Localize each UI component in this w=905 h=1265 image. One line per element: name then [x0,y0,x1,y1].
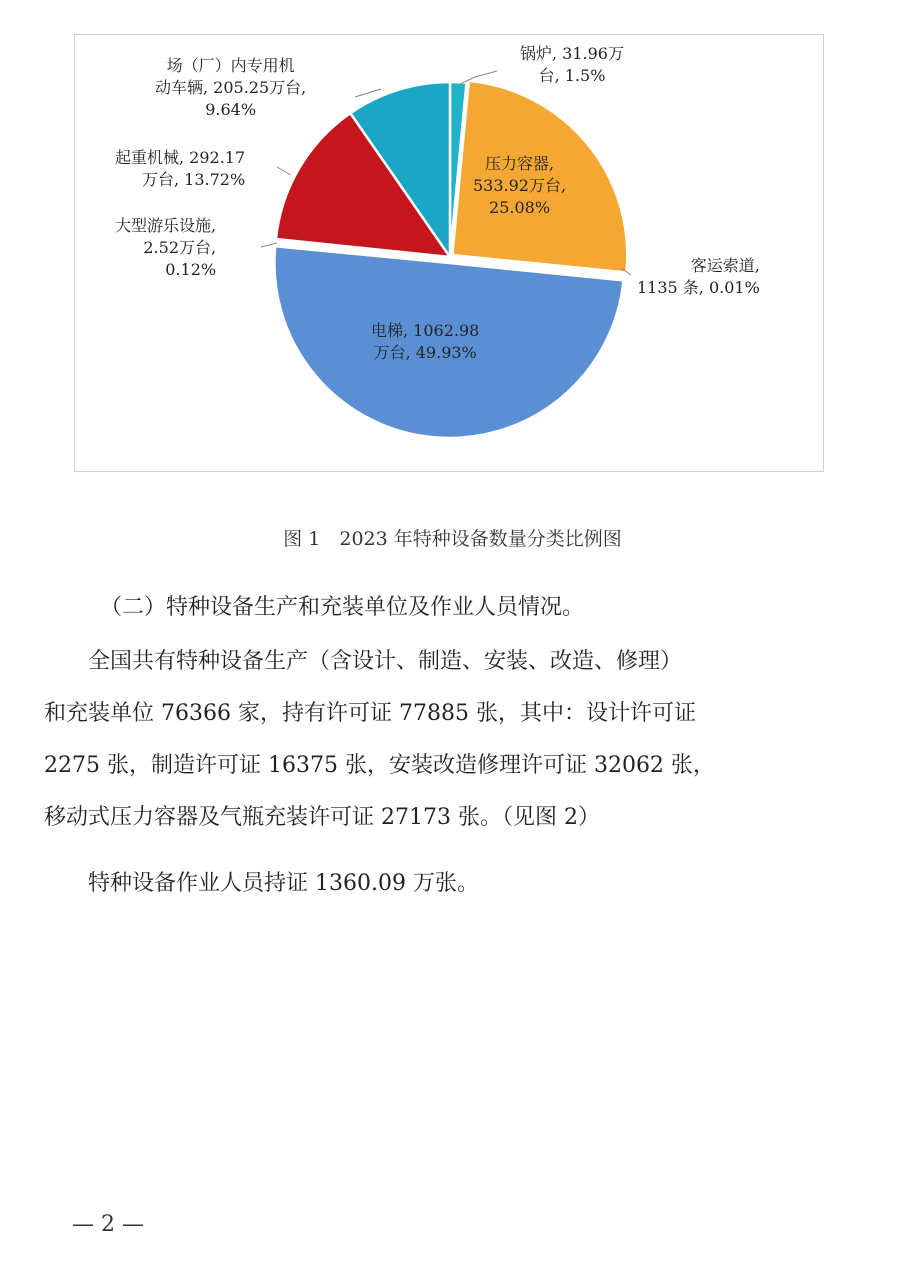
section-heading: （二）特种设备生产和充装单位及作业人员情况。 [100,595,585,620]
paragraph-line: 和充装单位 76366 家，持有许可证 77885 张，其中：设计许可证 [44,701,696,726]
paragraph-line: 移动式压力容器及气瓶充装许可证 27173 张。（见图 2） [44,805,600,830]
page-number: — 2 — [72,1212,144,1237]
paragraph-line: 全国共有特种设备生产（含设计、制造、安装、改造、修理） [44,649,683,674]
label-crane: 起重机械, 292.17 万台, 13.72% [115,148,246,189]
paragraph-operators: 特种设备作业人员持证 1360.09 万张。 [44,871,479,896]
leader-line-crane [277,167,291,175]
label-boiler: 锅炉, 31.96万 台, 1.5% [520,44,624,85]
figure-caption: 图 1 2023 年特种设备数量分类比例图 [283,528,622,550]
label-ropeway: 客运索道, 1135 条, 0.01% [637,256,760,297]
paragraph-line: 2275 张，制造许可证 16375 张，安装改造修理许可证 32062 张， [44,753,715,778]
label-elevator: 电梯, 1062.98 万台, 49.93% [371,321,480,362]
label-pressure: 压力容器, 533.92万台, 25.08% [473,154,567,217]
leader-line-vehicle [355,89,381,97]
paragraph-licenses [44,636,864,844]
chart-frame [74,34,824,472]
label-vehicle: 场（厂）内专用机 动车辆, 205.25万台, 9.64% [155,56,307,119]
label-amusement: 大型游乐设施, 2.52万台, 0.12% [115,216,217,279]
